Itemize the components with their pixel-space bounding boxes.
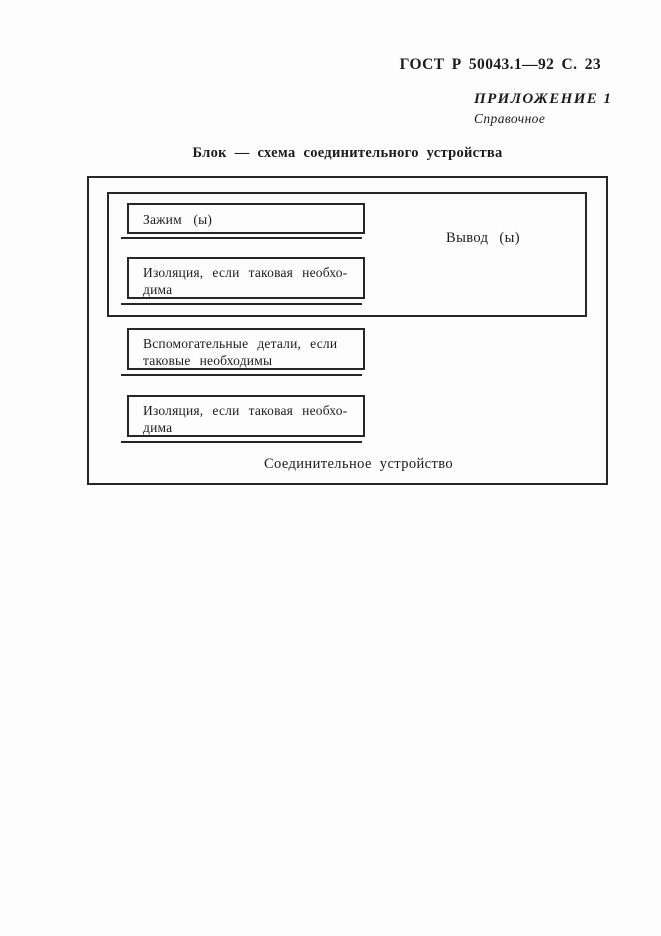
- appendix-label: ПРИЛОЖЕНИЕ 1: [474, 91, 613, 107]
- insulation-upper-box: [127, 257, 365, 299]
- auxiliary-parts-line-1: Вспомогательные детали, если: [143, 336, 338, 351]
- auxiliary-parts-line-2: таковые необходимы: [143, 353, 273, 368]
- document-reference: ГОСТ Р 50043.1—92 С. 23: [399, 56, 601, 73]
- terminal-group-label: Вывод (ы): [446, 230, 520, 246]
- insulation-lower-underline: [121, 441, 362, 443]
- insulation-upper-line-2: дима: [143, 282, 173, 297]
- connecting-device-outline: [87, 176, 608, 485]
- clamp-box-underline: [121, 237, 362, 239]
- insulation-lower-box: [127, 395, 365, 437]
- terminal-assembly-outline: [107, 192, 587, 317]
- clamp-box: [127, 203, 365, 234]
- insulation-lower-line-1: Изоляция, если таковая необхо-: [143, 403, 348, 418]
- clamp-box-label: Зажим (ы): [143, 212, 213, 227]
- device-label: Соединительное устройство: [263, 456, 454, 472]
- appendix-type-label: Справочное: [474, 111, 546, 126]
- insulation-upper-underline: [121, 303, 362, 305]
- insulation-lower-line-2: дима: [143, 420, 173, 435]
- auxiliary-parts-box: [127, 328, 365, 370]
- figure-title: Блок — схема соединительного устройства: [192, 145, 503, 161]
- auxiliary-parts-underline: [121, 374, 362, 376]
- appendix-heading: [474, 91, 612, 127]
- insulation-upper-line-1: Изоляция, если таковая необхо-: [143, 265, 348, 280]
